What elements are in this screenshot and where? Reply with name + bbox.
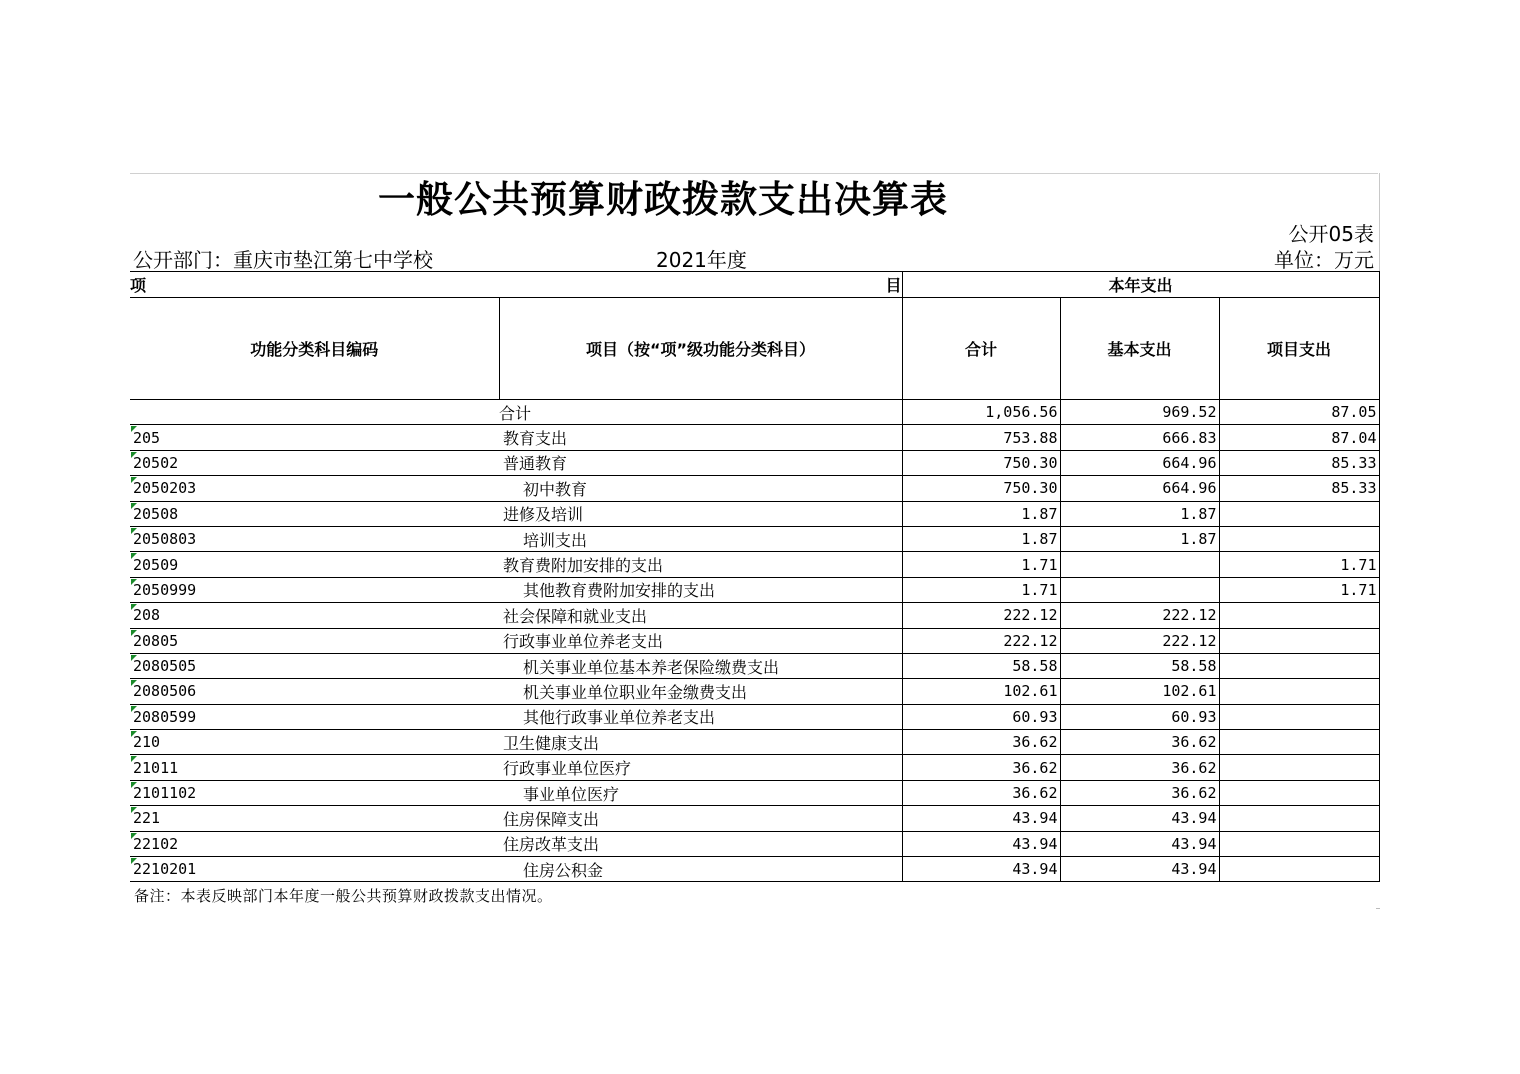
row-basic: 43.94 xyxy=(1060,857,1219,882)
row-project xyxy=(1219,704,1379,729)
row-name: 卫生健康支出 xyxy=(499,730,902,755)
cell-marker-icon xyxy=(131,553,137,559)
cell-marker-icon xyxy=(131,579,137,585)
total-label: 合计 xyxy=(499,400,902,425)
row-code-text: 208 xyxy=(133,606,161,625)
row-code xyxy=(130,628,499,653)
row-code xyxy=(130,653,499,678)
row-name: 事业单位医疗 xyxy=(499,780,902,805)
total-project: 87.05 xyxy=(1219,400,1379,425)
table-row xyxy=(130,653,1379,678)
row-code xyxy=(130,552,499,577)
form-number: 公开05表 xyxy=(1288,222,1374,246)
row-project xyxy=(1219,831,1379,856)
row-project: 85.33 xyxy=(1219,450,1379,475)
row-code-text: 210 xyxy=(133,733,161,752)
row-total: 750.30 xyxy=(902,476,1060,501)
row-code-text: 2101102 xyxy=(133,784,197,803)
header-basic: 基本支出 xyxy=(1060,298,1219,400)
row-basic: 36.62 xyxy=(1060,780,1219,805)
row-project xyxy=(1219,501,1379,526)
row-basic: 664.96 xyxy=(1060,476,1219,501)
cell-marker-icon xyxy=(131,630,137,636)
row-project xyxy=(1219,679,1379,704)
table-row xyxy=(130,476,1379,501)
cell-marker-icon xyxy=(131,452,137,458)
table-row xyxy=(130,780,1379,805)
cell-marker-icon xyxy=(131,477,137,483)
row-project xyxy=(1219,780,1379,805)
row-code xyxy=(130,425,499,450)
cell-marker-icon xyxy=(131,680,137,686)
row-total: 43.94 xyxy=(902,857,1060,882)
row-total: 222.12 xyxy=(902,603,1060,628)
row-code-text: 2050803 xyxy=(133,530,197,549)
row-code xyxy=(130,476,499,501)
row-name: 其他教育费附加安排的支出 xyxy=(499,577,902,602)
table-row xyxy=(130,552,1379,577)
row-code-text: 2050999 xyxy=(133,580,197,599)
page-title: 一般公共预算财政拨款支出决算表 xyxy=(378,178,948,221)
table-body xyxy=(130,400,1379,882)
row-code-text: 2080506 xyxy=(133,682,197,701)
table-row xyxy=(130,704,1379,729)
row-total: 36.62 xyxy=(902,730,1060,755)
cell-marker-icon xyxy=(131,833,137,839)
row-code xyxy=(130,780,499,805)
cell-marker-icon xyxy=(131,655,137,661)
table-row xyxy=(130,425,1379,450)
cell-marker-icon xyxy=(131,528,137,534)
row-basic: 1.87 xyxy=(1060,526,1219,551)
row-basic: 222.12 xyxy=(1060,628,1219,653)
row-total: 60.93 xyxy=(902,704,1060,729)
row-total: 36.62 xyxy=(902,780,1060,805)
row-code xyxy=(130,603,499,628)
table-row xyxy=(130,628,1379,653)
cell-marker-icon xyxy=(131,731,137,737)
table-row xyxy=(130,501,1379,526)
row-code xyxy=(130,755,499,780)
row-project xyxy=(1219,755,1379,780)
row-basic: 43.94 xyxy=(1060,806,1219,831)
row-code-text: 2050203 xyxy=(133,479,197,498)
row-name: 初中教育 xyxy=(499,476,902,501)
row-project: 1.71 xyxy=(1219,577,1379,602)
total-code-cell xyxy=(130,400,499,425)
row-basic: 58.58 xyxy=(1060,653,1219,678)
row-code-text: 22102 xyxy=(133,834,179,853)
row-code-text: 2210201 xyxy=(133,860,197,879)
total-row xyxy=(130,400,1379,425)
header-project: 项目支出 xyxy=(1219,298,1379,400)
header-code: 功能分类科目编码 xyxy=(130,298,499,400)
row-basic xyxy=(1060,552,1219,577)
row-basic: 102.61 xyxy=(1060,679,1219,704)
row-code-text: 20805 xyxy=(133,631,179,650)
row-project xyxy=(1219,730,1379,755)
header-row-1 xyxy=(130,272,1379,298)
row-name: 住房保障支出 xyxy=(499,806,902,831)
row-total: 36.62 xyxy=(902,755,1060,780)
row-name: 机关事业单位职业年金缴费支出 xyxy=(499,679,902,704)
header-item-left: 项 xyxy=(130,272,499,298)
row-code xyxy=(130,679,499,704)
sheet-right-border xyxy=(1379,173,1380,271)
footnote: 备注：本表反映部门本年度一般公共预算财政拨款支出情况。 xyxy=(134,887,553,905)
row-code xyxy=(130,704,499,729)
table-row xyxy=(130,730,1379,755)
cell-marker-icon xyxy=(131,858,137,864)
row-basic: 664.96 xyxy=(1060,450,1219,475)
table-row xyxy=(130,755,1379,780)
row-project xyxy=(1219,857,1379,882)
header-row-2 xyxy=(130,298,1379,400)
row-total: 753.88 xyxy=(902,425,1060,450)
row-name: 其他行政事业单位养老支出 xyxy=(499,704,902,729)
row-code-text: 2080599 xyxy=(133,707,197,726)
table-row xyxy=(130,603,1379,628)
row-basic: 36.62 xyxy=(1060,730,1219,755)
row-name: 机关事业单位基本养老保险缴费支出 xyxy=(499,653,902,678)
row-code-text: 20508 xyxy=(133,504,179,523)
fiscal-year: 2021年度 xyxy=(656,248,747,272)
row-code xyxy=(130,577,499,602)
header-total: 合计 xyxy=(902,298,1060,400)
cell-marker-icon xyxy=(131,807,137,813)
sheet-top-border xyxy=(130,173,1378,174)
row-name: 行政事业单位医疗 xyxy=(499,755,902,780)
row-basic: 36.62 xyxy=(1060,755,1219,780)
cell-marker-icon xyxy=(131,604,137,610)
row-project xyxy=(1219,526,1379,551)
row-code-text: 20509 xyxy=(133,555,179,574)
table-row xyxy=(130,831,1379,856)
table-row xyxy=(130,806,1379,831)
row-name: 培训支出 xyxy=(499,526,902,551)
row-project: 1.71 xyxy=(1219,552,1379,577)
row-total: 1.71 xyxy=(902,577,1060,602)
row-total: 750.30 xyxy=(902,450,1060,475)
department-label: 公开部门：重庆市垫江第七中学校 xyxy=(133,248,433,272)
row-project xyxy=(1219,628,1379,653)
header-current-year: 本年支出 xyxy=(902,272,1379,298)
cell-marker-icon xyxy=(131,756,137,762)
row-total: 1.87 xyxy=(902,501,1060,526)
header-name: 项目（按“项”级功能分类科目） xyxy=(499,298,902,400)
row-total: 43.94 xyxy=(902,831,1060,856)
row-code xyxy=(130,450,499,475)
table-row xyxy=(130,577,1379,602)
cell-marker-icon xyxy=(131,706,137,712)
row-code xyxy=(130,806,499,831)
row-name: 普通教育 xyxy=(499,450,902,475)
row-basic xyxy=(1060,577,1219,602)
row-code xyxy=(130,730,499,755)
table-row xyxy=(130,857,1379,882)
unit-label: 单位：万元 xyxy=(1274,248,1374,272)
row-total: 58.58 xyxy=(902,653,1060,678)
row-code-text: 221 xyxy=(133,809,161,828)
total-sum: 1,056.56 xyxy=(902,400,1060,425)
row-project xyxy=(1219,806,1379,831)
header-item-right: 目 xyxy=(499,272,902,298)
row-basic: 1.87 xyxy=(1060,501,1219,526)
total-basic: 969.52 xyxy=(1060,400,1219,425)
row-total: 43.94 xyxy=(902,806,1060,831)
row-name: 社会保障和就业支出 xyxy=(499,603,902,628)
row-basic: 666.83 xyxy=(1060,425,1219,450)
row-code xyxy=(130,857,499,882)
row-name: 进修及培训 xyxy=(499,501,902,526)
row-code-text: 205 xyxy=(133,428,161,447)
table-row xyxy=(130,450,1379,475)
row-name: 教育支出 xyxy=(499,425,902,450)
row-basic: 43.94 xyxy=(1060,831,1219,856)
cell-marker-icon xyxy=(131,426,137,432)
row-code-text: 2080505 xyxy=(133,657,197,676)
row-code xyxy=(130,831,499,856)
row-code xyxy=(130,526,499,551)
row-project: 85.33 xyxy=(1219,476,1379,501)
cell-marker-icon xyxy=(131,782,137,788)
row-code-text: 21011 xyxy=(133,758,179,777)
row-name: 住房改革支出 xyxy=(499,831,902,856)
row-total: 1.71 xyxy=(902,552,1060,577)
row-total: 1.87 xyxy=(902,526,1060,551)
row-name: 行政事业单位养老支出 xyxy=(499,628,902,653)
row-project: 87.04 xyxy=(1219,425,1379,450)
row-code-text: 20502 xyxy=(133,453,179,472)
row-project xyxy=(1219,603,1379,628)
budget-table xyxy=(130,271,1380,882)
row-basic: 222.12 xyxy=(1060,603,1219,628)
row-total: 222.12 xyxy=(902,628,1060,653)
corner-mark xyxy=(1376,908,1380,909)
row-code xyxy=(130,501,499,526)
row-name: 住房公积金 xyxy=(499,857,902,882)
table-row xyxy=(130,526,1379,551)
table-row xyxy=(130,679,1379,704)
cell-marker-icon xyxy=(131,503,137,509)
row-total: 102.61 xyxy=(902,679,1060,704)
row-project xyxy=(1219,653,1379,678)
row-basic: 60.93 xyxy=(1060,704,1219,729)
row-name: 教育费附加安排的支出 xyxy=(499,552,902,577)
